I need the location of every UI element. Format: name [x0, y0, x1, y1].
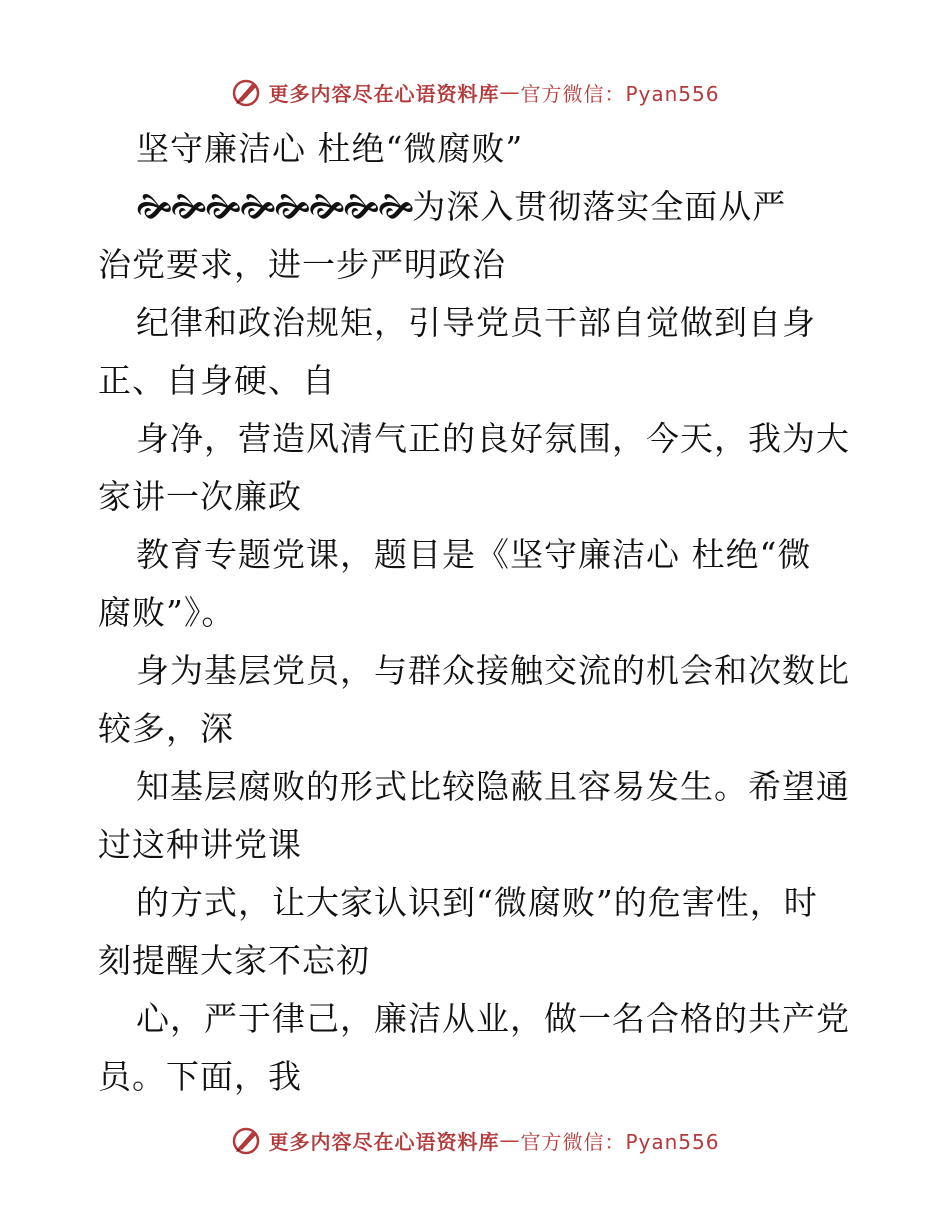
pen-logo-icon: [230, 76, 262, 108]
paragraph-line: 纪律和政治规矩，引导党员干部自觉做到自身: [136, 303, 816, 342]
paragraph-line: 知基层腐败的形式比较隐蔽且容易发生。希望通: [136, 767, 850, 806]
paragraph-line: 心，严于律己，廉洁从业，做一名合格的共产党: [136, 999, 850, 1038]
paragraph-line: 腐败”》。: [98, 593, 236, 632]
paragraph-line: 身净，营造风清气正的良好氛围，今天，我为大: [136, 419, 850, 458]
paragraph-line: 刻提醒大家不忘初: [98, 941, 370, 980]
header-watermark-banner: [0, 72, 950, 112]
paragraph-line: 较多，深: [98, 709, 234, 748]
banner-main-text: 更多内容尽在心语资料库: [268, 81, 500, 106]
document-body: [98, 120, 858, 1106]
banner-dash: —: [499, 1128, 521, 1152]
paragraph-line: 的方式，让大家认识到“微腐败”的危害性，时: [136, 883, 818, 922]
footer-watermark-banner: [0, 1120, 950, 1160]
paragraph-line: 家讲一次廉政: [98, 477, 302, 516]
paragraph-line: [98, 178, 858, 236]
banner-main-text: 更多内容尽在心语资料库: [268, 1129, 500, 1154]
document-title: 坚守廉洁心 杜绝“微腐败”: [136, 129, 524, 168]
paragraph-line: 身为基层党员，与群众接触交流的机会和次数比: [136, 651, 850, 690]
pen-logo-icon: [230, 1124, 262, 1156]
banner-sub-text: 官方微信：Pyan556: [520, 81, 720, 106]
paragraph-line: 员。下面，我: [98, 1057, 302, 1096]
decoration-ornaments: 🙞🙞🙞🙞🙞🙞🙞🙞: [136, 187, 413, 226]
paragraph-line-text: 为深入贯彻落实全面从严: [412, 187, 787, 226]
banner-sub-text: 官方微信：Pyan556: [520, 1129, 720, 1154]
paragraph-line: 治党要求，进一步严明政治: [98, 245, 506, 284]
paragraph-line: 教育专题党课，题目是《坚守廉洁心 杜绝“微: [136, 535, 812, 574]
paragraph-line: 正、自身硬、自: [98, 361, 336, 400]
banner-dash: —: [499, 80, 521, 104]
paragraph-line: 过这种讲党课: [98, 825, 302, 864]
